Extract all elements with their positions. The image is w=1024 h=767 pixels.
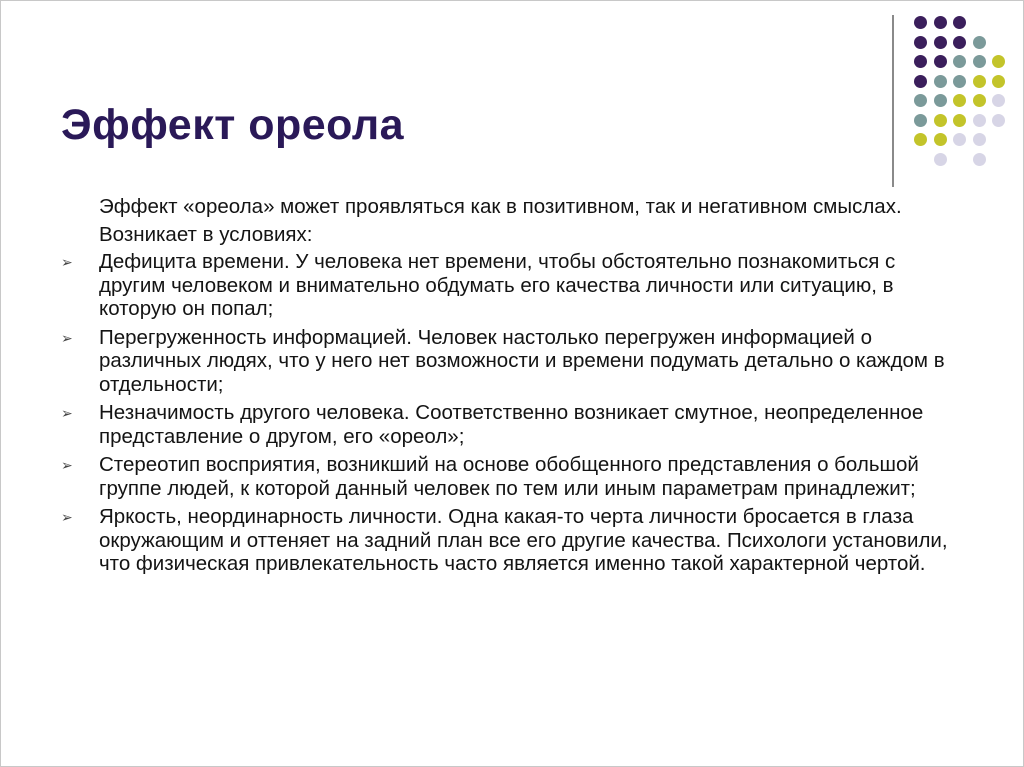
decorative-dot [953,75,966,88]
intro-paragraph: Эффект «ореола» может проявляться как в позитивном, так и негативном смыслах. [99,195,902,218]
list-item [61,401,961,448]
decorative-dot [973,75,986,88]
decorative-dot [953,36,966,49]
decorative-dot [934,94,947,107]
decorative-dot [953,114,966,127]
arrow-bullet-icon: ➢ [61,509,73,525]
arrow-bullet-icon: ➢ [61,254,73,270]
decorative-dot [973,133,986,146]
decorative-dot [973,36,986,49]
decorative-dot [973,55,986,68]
decorative-dot [973,114,986,127]
list-item-text: Яркость, неординарность личности. Одна какая-то черта личности бросается в глаза окружающим и оттеняет на задний план все его другие качества. Психологи установили, что физическая привлекательность часто является именно такой характерной чертой. [99,505,948,575]
slide-title: Эффект ореола [61,101,405,149]
decorative-dot [914,94,927,107]
decorative-dot [914,55,927,68]
arrow-bullet-icon: ➢ [61,457,73,473]
decorative-dot [934,75,947,88]
decorative-dot [992,55,1005,68]
decorative-dot [934,55,947,68]
list-item-text: Незначимость другого человека. Соответственно возникает смутное, неопределенное представление о другом, его «ореол»; [99,401,924,448]
list-item [61,326,961,397]
decorative-dot [953,16,966,29]
decorative-dot [953,94,966,107]
list-item [61,250,961,321]
list-item [61,505,961,576]
list-item-text: Дефицита времени. У человека нет времени, чтобы обстоятельно познакомиться с другим человеком и внимательно обдумать его качества личности или ситуацию, в которую он попал; [99,250,896,320]
decorative-dot [973,94,986,107]
list-item-text: Перегруженность информацией. Человек настолько перегружен информацией о различных людях, что у него нет возможности и времени подумать детально о каждом в отдельности; [99,325,945,396]
decorative-divider [892,15,894,187]
decorative-dot [992,114,1005,127]
decorative-dot [934,153,947,166]
decorative-dot [934,133,947,146]
decorative-dot [914,36,927,49]
decorative-dot [914,114,927,127]
decorative-dot [953,133,966,146]
decorative-dot [914,16,927,29]
decorative-dot [992,75,1005,88]
slide-body [61,195,961,576]
decorative-dot [934,16,947,29]
decorative-dot [934,36,947,49]
decorative-dot [992,94,1005,107]
decorative-dot [973,153,986,166]
decorative-dot [953,55,966,68]
decorative-dot [914,75,927,88]
decorative-dot [914,133,927,146]
list-item [61,453,961,500]
intro-subheading: Возникает в условиях: [99,222,313,246]
list-item-text: Стереотип восприятия, возникший на основе обобщенного представления о большой группе людей, к которой данный человек по тем или иным параметрам принадлежит; [99,453,919,500]
decorative-dot [934,114,947,127]
arrow-bullet-icon: ➢ [61,405,73,421]
arrow-bullet-icon: ➢ [61,329,73,346]
